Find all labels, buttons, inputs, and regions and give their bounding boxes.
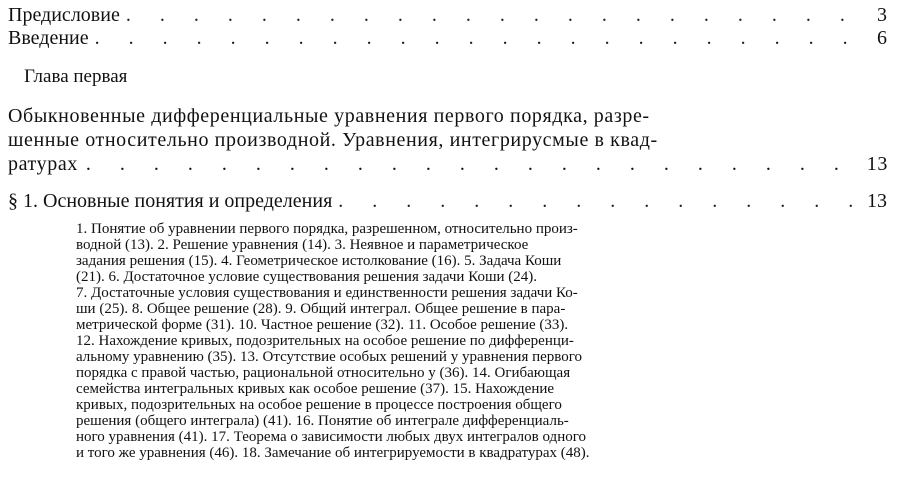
section-summary: [76, 221, 888, 461]
section-entry: [8, 190, 887, 212]
toc-entry-title: Введение: [8, 27, 89, 49]
chapter-title: [8, 104, 888, 176]
summary-line: ного уравнения (41). 17. Теорема о зависимости любых двух интегралов одного: [76, 429, 586, 445]
summary-line: кривых, подозрительных на особое решение в процессе построения общего: [76, 397, 562, 413]
summary-line: задания решения (15). 4. Геометрическое истолкование (16). 5. Задача Коши: [76, 253, 562, 269]
summary-line: 12. Нахождение кривых, подозрительных на особое решение по дифференци-: [76, 333, 574, 349]
summary-line: водной (13). 2. Решение уравнения (14). 3. Неявное и параметрическое: [76, 237, 529, 253]
toc-entry-page: 6: [877, 27, 887, 49]
summary-line: 7. Достаточные условия существования и единственности решения задачи Ко-: [76, 285, 578, 301]
toc-entry-title: Предисловие: [8, 4, 120, 26]
chapter-title-line: ратурах: [8, 153, 78, 175]
summary-line: порядка с правой частью, рациональной относительно y (36). 14. Огибающая: [76, 365, 571, 381]
dot-leader: [338, 190, 853, 212]
toc-entry-preface: [8, 4, 887, 26]
chapter-title-last-line: [8, 152, 888, 176]
chapter-title-line: шенные относительно производной. Уравнения, интегрирусмые в квад-: [8, 129, 658, 151]
chapter-title-line: Обыкновенные дифференциальные уравнения первого порядка, разре-: [8, 105, 650, 127]
summary-line: (21). 6. Достаточное условие существования решения задачи Коши (24).: [76, 269, 538, 285]
chapter-label: Глава первая: [24, 66, 128, 87]
summary-line: альному уравнению (35). 13. Отсутствие особых решений у уравнения первого: [76, 349, 583, 365]
summary-line: метрической форме (31). 10. Частное решение (32). 11. Особое решение (33).: [76, 317, 569, 333]
toc-entry-introduction: [8, 27, 887, 49]
summary-line: ши (25). 8. Общее решение (28). 9. Общий интеграл. Общее решение в пара-: [76, 301, 566, 317]
summary-line: 1. Понятие об уравнении первого порядка, разрешенном, относительно произ-: [76, 221, 578, 237]
toc-entry-page: 3: [877, 4, 887, 26]
dot-leader: [126, 4, 853, 26]
dot-leader: [86, 152, 859, 176]
summary-line: решения (общего интеграла) (41). 16. Понятие об интеграле дифференциаль-: [76, 413, 569, 429]
summary-line: и того же уравнения (46). 18. Замечание об интегрируемости в квадратурах (48).: [76, 445, 590, 461]
dot-leader: [95, 27, 853, 49]
section-page: 13: [867, 190, 887, 212]
chapter-title-page: 13: [866, 153, 888, 175]
summary-line: семейства интегральных кривых как особое решение (37). 15. Нахождение: [76, 381, 555, 397]
section-title: § 1. Основные понятия и определения: [8, 190, 333, 212]
